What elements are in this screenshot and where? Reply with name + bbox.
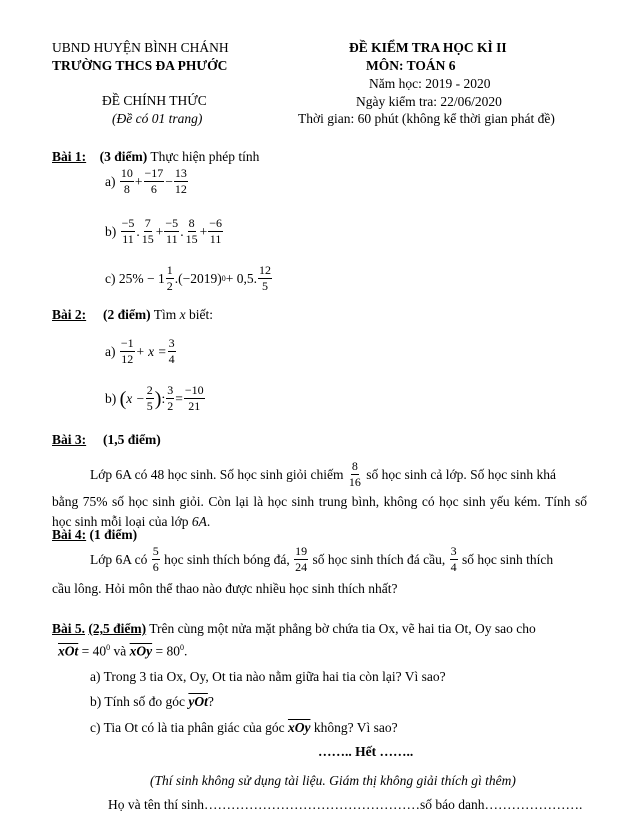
fraction <box>164 217 179 246</box>
bai2-title: Tìm <box>153 307 177 322</box>
numerator: 3 <box>167 383 174 397</box>
angle-xoy: $\overline{xOy}$ <box>287 720 311 735</box>
punct: . <box>184 643 188 659</box>
bai2-points: (2 điểm) <box>103 307 151 322</box>
bai5-question-c <box>90 720 398 736</box>
fraction <box>121 217 136 246</box>
expr-part: x − <box>126 390 145 406</box>
bai2-heading <box>52 307 213 323</box>
numerator: 2 <box>146 383 153 397</box>
expr-part: + 0,5. <box>225 270 257 286</box>
degree: 0 <box>180 643 184 652</box>
bai4-text: học sinh thích bóng đá, <box>164 551 290 567</box>
q-text: ? <box>207 694 214 709</box>
bai4-text: số học sinh thích <box>461 551 554 567</box>
denominator: 11 <box>166 232 178 246</box>
bai5-points: (2,5 điểm) <box>88 621 147 636</box>
class-name: 6A <box>191 514 207 529</box>
operator: + <box>155 223 164 239</box>
bai1-a-label: a) <box>105 173 116 189</box>
bai3-heading <box>52 432 161 448</box>
fraction <box>184 384 205 413</box>
operator: . <box>136 223 140 239</box>
fraction <box>120 167 134 196</box>
numerator: −1 <box>120 336 134 350</box>
fraction <box>141 217 155 246</box>
bai5-heading <box>52 621 536 637</box>
denominator: 15 <box>141 232 154 246</box>
bai1-b <box>105 217 224 246</box>
fraction <box>450 545 458 574</box>
bai2-title-end: biết: <box>189 307 214 322</box>
fraction <box>146 384 154 413</box>
fraction <box>174 167 188 196</box>
bai1-label: Bài 1: <box>52 149 87 164</box>
bai1-points: (3 điểm) <box>99 149 148 164</box>
bai1-a <box>105 167 189 196</box>
numerator: 13 <box>174 166 187 180</box>
bai5-intro: Trên cùng một nửa mặt phẳng bờ chứa tia Ox, vẽ hai tia Ot, Oy sao cho <box>149 621 536 636</box>
punct: . <box>206 514 211 529</box>
numerator: 10 <box>120 166 133 180</box>
denominator: 11 <box>209 232 222 246</box>
denominator: 5 <box>261 279 268 293</box>
numerator: 1 <box>166 263 173 277</box>
fraction <box>152 545 160 574</box>
paren: ( <box>119 387 127 410</box>
school-district: UBND HUYỆN BÌNH CHÁNH <box>52 40 229 55</box>
numerator: −6 <box>209 216 222 230</box>
numerator: −5 <box>121 216 135 230</box>
denominator: 6 <box>150 182 157 196</box>
denominator: 11 <box>122 232 134 246</box>
bai4-heading <box>52 527 137 543</box>
angle-xoy: $\overline{xOy}$ <box>129 643 153 659</box>
bai2-b-label: b) <box>105 390 117 406</box>
bai4-label: Bài 4: <box>52 527 87 542</box>
numerator: 8 <box>188 216 195 230</box>
denominator: 5 <box>146 399 153 413</box>
bai2-a-label: a) <box>105 343 116 359</box>
operator: : <box>161 390 166 406</box>
denominator: 6 <box>152 560 159 574</box>
fraction <box>120 337 135 366</box>
fraction <box>185 217 199 246</box>
bai4-text: Lớp 6A có <box>90 551 148 567</box>
operator: = <box>175 390 183 406</box>
numerator: 3 <box>450 544 457 558</box>
school-name: TRƯỜNG THCS ĐA PHƯỚC <box>52 58 228 73</box>
numerator: 3 <box>168 336 175 350</box>
q-text: b) Tính số đo góc <box>90 694 185 709</box>
bai1-title: Thực hiện phép tính <box>150 149 260 164</box>
fraction <box>258 264 272 293</box>
bai1-b-label: b) <box>105 223 117 239</box>
denominator: 4 <box>168 352 175 366</box>
school-year: Năm học: 2019 - 2020 <box>369 76 491 91</box>
fraction <box>168 337 176 366</box>
denominator: 8 <box>123 182 130 196</box>
bai4-line2: cầu lông. Hỏi môn thể thao nào được nhiều học sinh thích nhất? <box>52 581 398 596</box>
bai5-question-b <box>90 694 214 710</box>
denominator: 15 <box>185 232 198 246</box>
bai2-label: Bài 2: <box>52 307 87 322</box>
subject: MÔN: TOÁN 6 <box>366 58 456 73</box>
q-text: c) Tia Ot có là tia phân giác của góc <box>90 720 285 735</box>
exponent: 0 <box>221 274 226 283</box>
operator: − <box>165 173 173 189</box>
operator: + <box>134 173 143 189</box>
q-text: không? Vì sao? <box>313 720 398 735</box>
bai3-points: (1,5 điểm) <box>103 432 161 447</box>
angle-yot: $\overline{yOt}$ <box>188 694 208 709</box>
expr-part: = 80 <box>152 643 180 659</box>
bai4-points: (1 điểm) <box>89 527 138 542</box>
denominator: 2 <box>166 279 173 293</box>
numerator: −17 <box>144 166 164 180</box>
fraction <box>348 460 362 489</box>
end-marker: …….. Hết …….. <box>318 744 414 759</box>
page-count-note: (Đề có 01 trang) <box>112 111 203 126</box>
denominator: 12 <box>121 352 134 366</box>
expr-part: và <box>110 643 130 659</box>
denominator: 12 <box>174 182 187 196</box>
angle-xot: $\overline{xOt}$ <box>58 643 79 659</box>
bai3-text: bằng 75% số học sinh giỏi. Còn lại là học sinh trung bình, không có học sinh yếu kém. Tính số học sinh mỗi loại của lớp <box>52 494 587 529</box>
fraction <box>208 217 223 246</box>
denominator: 2 <box>167 399 174 413</box>
exam-duration: Thời gian: 60 phút (không kể thời gian phát đề) <box>298 111 555 126</box>
numerator: 12 <box>258 263 271 277</box>
expr-part: 25% − 1 <box>118 270 165 286</box>
fraction <box>294 545 308 574</box>
paren: ) <box>154 387 162 410</box>
candidate-info-line: Họ và tên thí sinh…………………………………………số báo danh…………………. <box>108 797 583 812</box>
bai2-b <box>105 384 206 413</box>
denominator: 21 <box>188 399 201 413</box>
denominator: 24 <box>295 560 308 574</box>
bai3-paragraph <box>52 492 587 532</box>
bai3-text: số học sinh cả lớp. Số học sinh khá <box>366 466 556 482</box>
variable: x <box>179 307 186 322</box>
degree: 0 <box>106 643 111 652</box>
bai5-question-a: a) Trong 3 tia Ox, Oy, Ot tia nào nằm giữa hai tia còn lại? Vì sao? <box>90 669 446 684</box>
numerator: −10 <box>184 383 204 397</box>
bai1-c-label: c) <box>105 270 116 286</box>
numerator: −5 <box>165 216 179 230</box>
expr-part: + x = <box>135 343 167 359</box>
bai1-c <box>105 264 273 293</box>
bai1-heading <box>52 149 259 165</box>
expr-part: = 40 <box>78 643 107 659</box>
official-label: ĐỀ CHÍNH THỨC <box>102 93 207 108</box>
numerator: 8 <box>351 459 358 473</box>
numerator: 19 <box>295 544 308 558</box>
fraction <box>166 384 174 413</box>
expr-part: .(−2019) <box>174 270 222 286</box>
exam-date: Ngày kiểm tra: 22/06/2020 <box>356 94 502 109</box>
bai5-angles <box>58 643 187 660</box>
fraction <box>166 264 174 293</box>
bai4-line1 <box>90 545 553 574</box>
bai3-line1 <box>90 460 556 489</box>
numerator: 7 <box>144 216 151 230</box>
bai4-text: số học sinh thích đá cầu, <box>312 551 446 567</box>
bai3-label: Bài 3: <box>52 432 87 447</box>
bai2-a <box>105 337 177 366</box>
operator: + <box>199 223 208 239</box>
operator: . <box>180 223 184 239</box>
bai3-text: Lớp 6A có 48 học sinh. Số học sinh giỏi chiếm <box>90 466 344 482</box>
fraction <box>144 167 165 196</box>
exam-title: ĐỀ KIỂM TRA HỌC KÌ II <box>349 40 507 55</box>
exam-note: (Thí sinh không sử dụng tài liệu. Giám thị không giải thích gì thêm) <box>150 773 516 788</box>
numerator: 5 <box>152 544 159 558</box>
bai5-label: Bài 5. <box>52 621 86 636</box>
denominator: 4 <box>450 560 457 574</box>
denominator: 16 <box>348 475 361 489</box>
